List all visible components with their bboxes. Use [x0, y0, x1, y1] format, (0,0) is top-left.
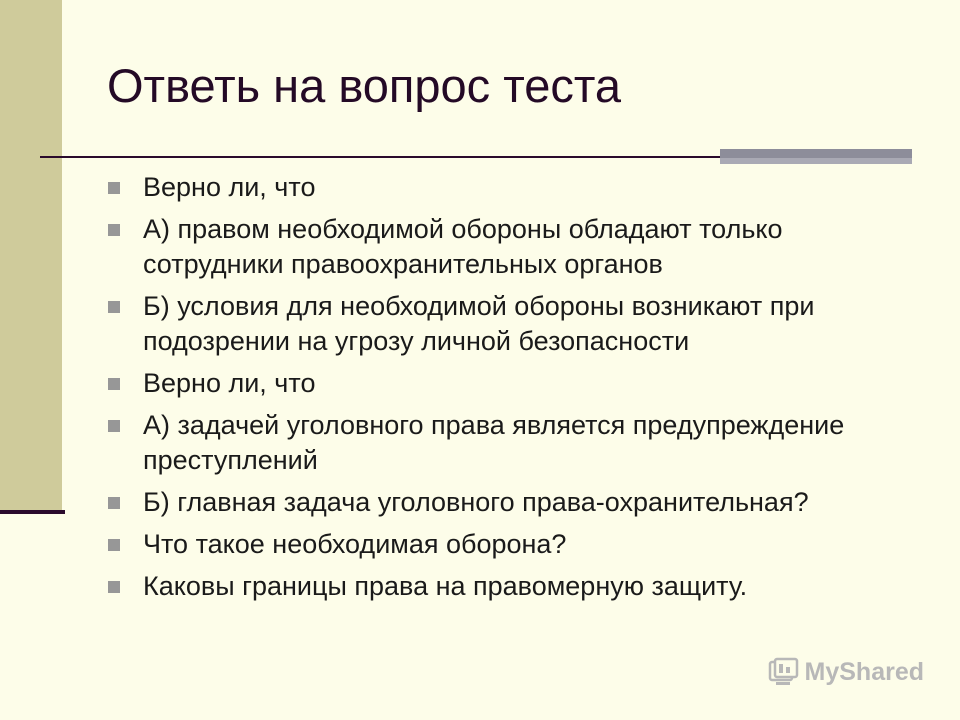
list-item	[108, 212, 908, 282]
list-item-text: Верно ли, что	[143, 368, 316, 398]
list-item	[108, 569, 908, 604]
list-item	[108, 527, 908, 562]
bullet-square-icon	[108, 420, 120, 432]
list-item-text: Каковы границы права на правомерную защиту.	[143, 571, 748, 601]
slide-title: Ответь на вопрос теста	[107, 59, 621, 112]
bullet-square-icon	[108, 581, 120, 593]
myshared-watermark	[767, 656, 924, 688]
list-item	[108, 408, 908, 478]
bullet-square-icon	[108, 497, 120, 509]
bullet-square-icon	[108, 224, 120, 236]
bullet-square-icon	[108, 301, 120, 313]
list-item	[108, 170, 908, 205]
watermark-text: MyShared	[804, 657, 924, 686]
myshared-logo-icon	[767, 656, 799, 688]
list-item-text: Б) условия для необходимой обороны возникают при подозрении на угрозу личной безопасности	[143, 291, 815, 356]
bullet-square-icon	[108, 539, 120, 551]
list-item	[108, 366, 908, 401]
list-item-text: Б) главная задача уголовного права-охранительная?	[143, 487, 809, 517]
list-item-text: А) правом необходимой обороны обладают только сотрудники правоохранительных органов	[143, 214, 783, 279]
title-divider-accent	[720, 149, 912, 158]
list-item-text: Что такое необходимая оборона?	[143, 529, 567, 559]
sidebar-underline	[0, 510, 65, 514]
bullet-list	[108, 170, 908, 611]
bullet-square-icon	[108, 182, 120, 194]
bullet-square-icon	[108, 378, 120, 390]
sidebar-decoration	[0, 0, 62, 510]
list-item	[108, 485, 908, 520]
list-item	[108, 289, 908, 359]
list-item-text: Верно ли, что	[143, 172, 316, 202]
list-item-text: А) задачей уголовного права является предупреждение преступлений	[143, 410, 845, 475]
